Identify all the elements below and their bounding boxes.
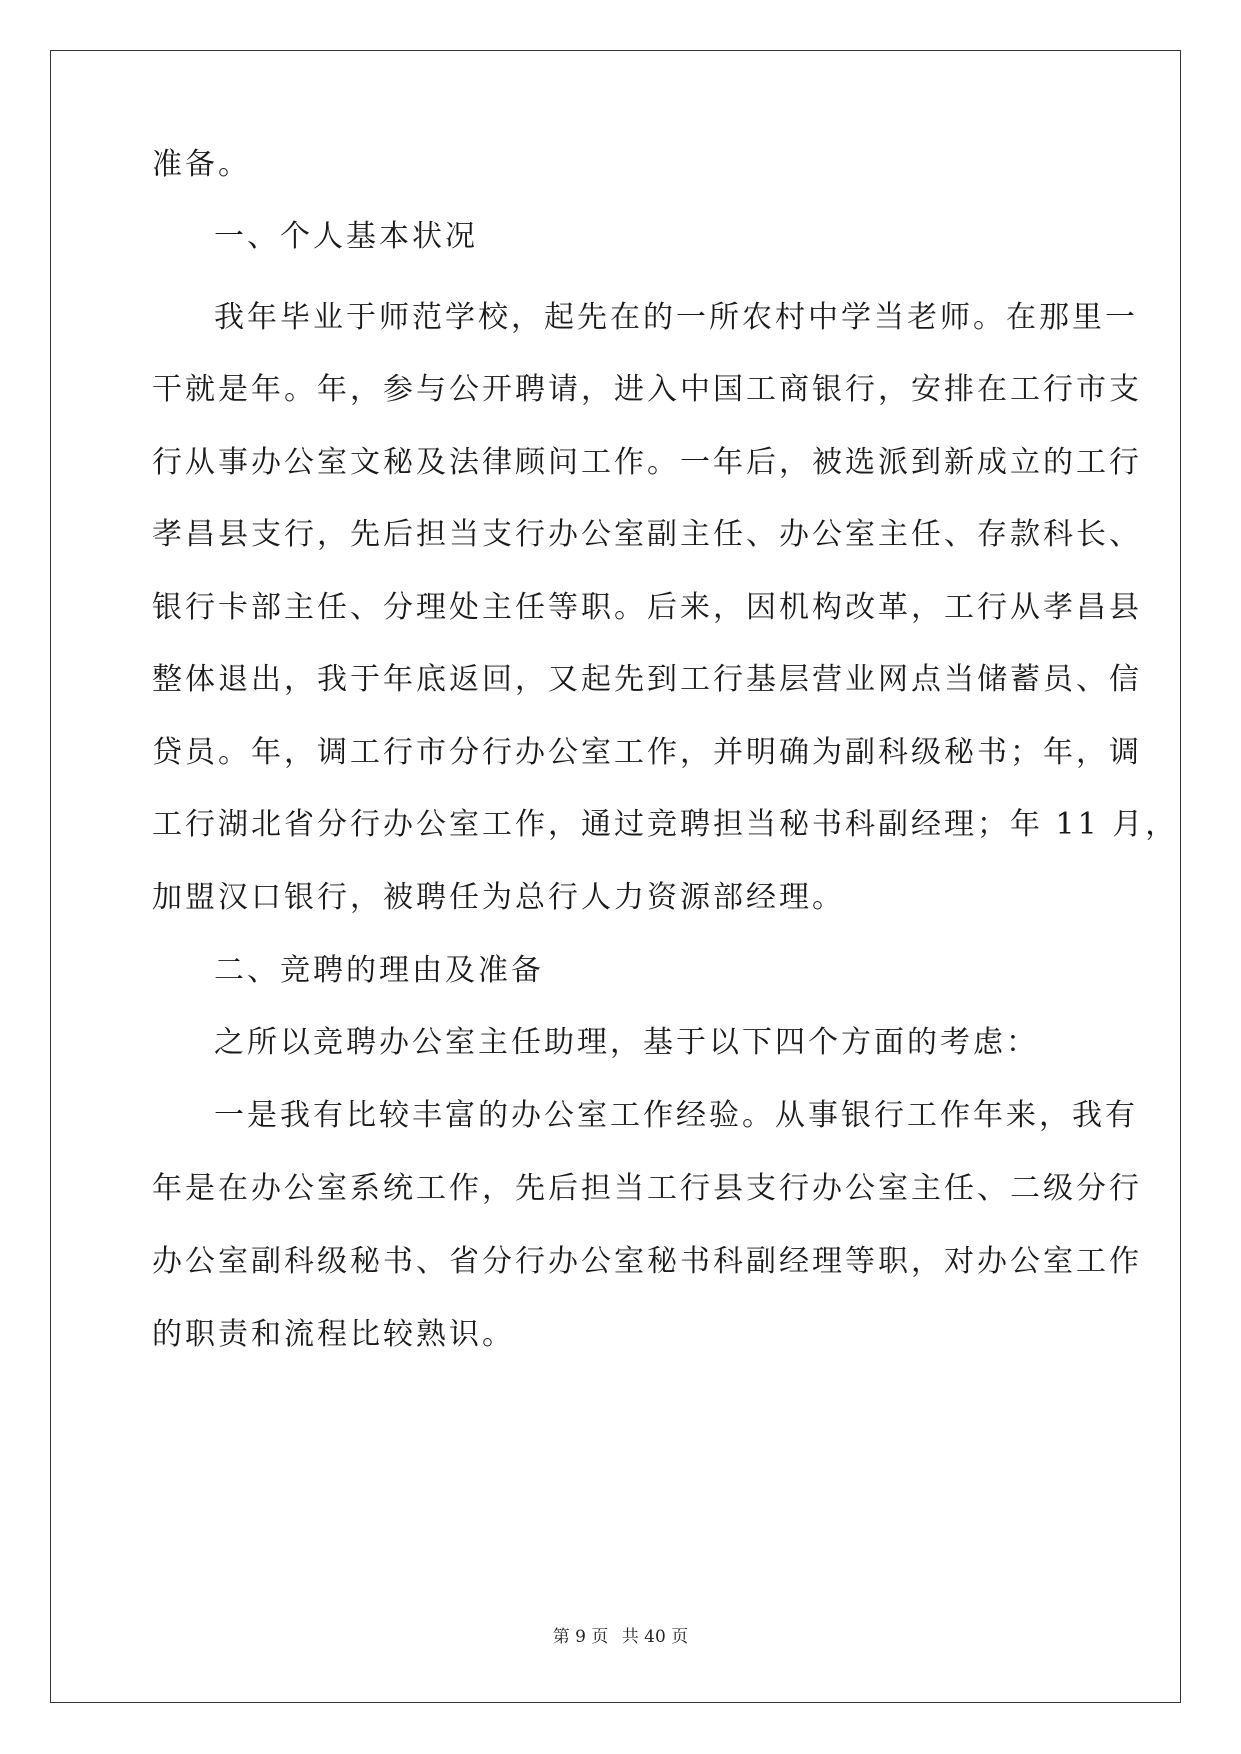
text-line: 加盟汉口银行，被聘任为总行人力资源部经理。 <box>152 880 845 915</box>
text-line: 银行卡部主任、分理处主任等职。后来，因机构改革，工行从孝昌县 <box>152 590 1142 625</box>
section-heading: 一、个人基本状况 <box>214 219 478 254</box>
page-footer <box>0 1622 1241 1647</box>
text-line: 整体退出，我于年底返回，又起先到工行基层营业网点当储蓄员、信 <box>152 662 1142 697</box>
text-line: 年是在办公室系统工作，先后担当工行县支行办公室主任、二级分行 <box>152 1171 1142 1206</box>
text-line: 之所以竞聘办公室主任助理，基于以下四个方面的考虑： <box>214 1025 1039 1060</box>
text-line: 干就是年。年，参与公开聘请，进入中国工商银行，安排在工行市支 <box>152 372 1142 407</box>
text-line: 办公室副科级秘书、省分行办公室秘书科副经理等职，对办公室工作 <box>152 1244 1142 1279</box>
page-total: 共 40 页 <box>621 1627 689 1647</box>
text-line: 行从事办公室文秘及法律顾问工作。一年后，被选派到新成立的工行 <box>152 445 1142 480</box>
text-line: 的职责和流程比较熟识。 <box>152 1317 515 1352</box>
text-line: 准备。 <box>152 147 251 182</box>
text-line: 一是我有比较丰富的办公室工作经验。从事银行工作年来，我有 <box>214 1098 1138 1133</box>
text-line: 我年毕业于师范学校，起先在的一所农村中学当老师。在那里一 <box>214 300 1138 335</box>
text-line: 贷员。年，调工行市分行办公室工作，并明确为副科级秘书；年，调 <box>152 735 1142 770</box>
page-number: 第 9 页 <box>552 1627 609 1647</box>
section-heading: 二、竞聘的理由及准备 <box>214 953 544 988</box>
text-line: 工行湖北省分行办公室工作，通过竞聘担当秘书科副经理；年 11 月， <box>152 807 1179 842</box>
text-line: 孝昌县支行，先后担当支行办公室副主任、办公室主任、存款科长、 <box>152 517 1142 552</box>
